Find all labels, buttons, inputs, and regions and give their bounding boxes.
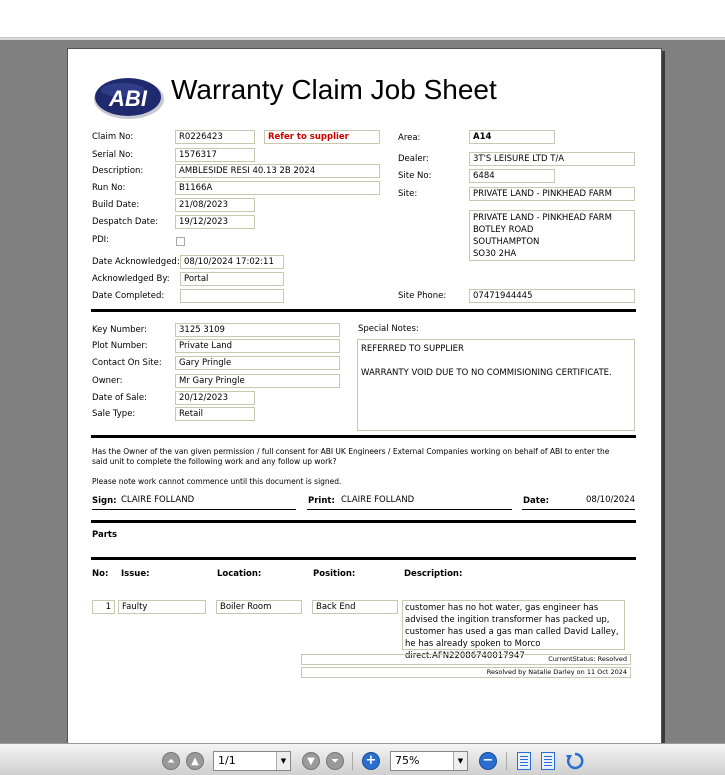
first-page-icon[interactable]: ⏶ [162, 752, 180, 770]
pdi-checkbox [176, 237, 185, 246]
part-no: 1 [92, 600, 115, 614]
zoom-value: 75% [395, 754, 420, 767]
despatch-date-field: 19/12/2023 [175, 215, 255, 229]
owner-label: Owner: [92, 376, 123, 386]
chevron-down-icon: ▼ [276, 752, 290, 770]
build-date-label: Build Date: [92, 200, 140, 210]
col-no: No: [92, 569, 109, 579]
status-note: Refer to supplier [264, 130, 380, 144]
date-underline [522, 509, 635, 510]
dealer-field: 3T'S LEISURE LTD T/A [469, 152, 635, 166]
area-label: Area: [398, 133, 421, 143]
site-address-box [469, 210, 635, 261]
site-phone-field: 07471944445 [469, 289, 635, 303]
consent-text: Has the Owner of the van given permission / full consent for ABI UK Engineers / External Companies working on behalf of ABI to enter the said unit to complete the following work and any follow up work? [92, 447, 610, 466]
section-divider [91, 435, 636, 438]
zoom-in-icon[interactable]: + [362, 752, 380, 770]
sale-type-field: Retail [175, 407, 255, 421]
site-field: PRIVATE LAND - PINKHEAD FARM [469, 187, 635, 201]
special-note-line: WARRANTY VOID DUE TO NO COMMISIONING CERTIFICATE. [361, 368, 612, 378]
key-number-field: 3125 3109 [175, 323, 340, 337]
part-position: Back End [312, 600, 398, 614]
owner-field: Mr Gary Pringle [175, 374, 340, 388]
plot-number-label: Plot Number: [92, 341, 148, 351]
col-location: Location: [217, 569, 262, 579]
section-divider [91, 520, 636, 523]
date-label: Date: [523, 496, 550, 506]
date-of-sale-label: Date of Sale: [92, 393, 147, 403]
document-page [67, 48, 662, 748]
viewer-top-bar [0, 0, 725, 38]
run-no-label: Run No: [92, 183, 126, 193]
key-number-label: Key Number: [92, 325, 147, 335]
address-line: PRIVATE LAND - PINKHEAD FARM [473, 213, 612, 223]
logo-text: ABI [109, 86, 147, 111]
zoom-out-icon[interactable]: − [479, 752, 497, 770]
area-field: A14 [469, 130, 555, 144]
col-issue: Issue: [121, 569, 150, 579]
toolbar-separator [506, 752, 507, 770]
description-label: Description: [92, 166, 144, 176]
fit-width-icon[interactable] [517, 752, 531, 770]
page-number-value: 1/1 [218, 754, 236, 767]
col-description: Description: [404, 569, 463, 579]
col-position: Position: [313, 569, 356, 579]
page-number-select[interactable] [213, 751, 291, 771]
date-completed-label: Date Completed: [92, 291, 165, 301]
special-note-line: REFERRED TO SUPPLIER [361, 344, 464, 354]
site-no-label: Site No: [398, 171, 432, 181]
contact-field: Gary Pringle [175, 356, 340, 370]
chevron-down-icon: ▼ [453, 752, 467, 770]
page-title: Warranty Claim Job Sheet [171, 74, 497, 105]
description-field: AMBLESIDE RESI 40.13 2B 2024 [175, 164, 380, 178]
parts-heading: Parts [92, 530, 118, 540]
current-status: CurrentStatus: Resolved [301, 654, 631, 665]
section-divider [91, 557, 636, 560]
address-line: SO30 2HA [473, 249, 517, 259]
date-acknowledged-label: Date Acknowledged: [92, 257, 180, 267]
run-no-field: B1166A [175, 181, 380, 195]
part-issue: Faulty [118, 600, 206, 614]
print-label: Print: [308, 496, 335, 506]
print-underline [307, 509, 512, 510]
site-label: Site: [398, 189, 418, 199]
sign-underline [92, 509, 296, 510]
toolbar-separator [352, 752, 353, 770]
print-value: CLAIRE FOLLAND [341, 495, 415, 505]
claim-no-field: R0226423 [175, 130, 255, 144]
claim-no-label: Claim No: [92, 132, 134, 142]
sale-type-label: Sale Type: [92, 409, 136, 419]
site-phone-label: Site Phone: [398, 291, 447, 301]
serial-no-field: 1576317 [175, 148, 255, 162]
rotate-icon[interactable] [565, 751, 585, 771]
previous-page-icon[interactable]: ▲ [186, 752, 204, 770]
date-acknowledged-field: 08/10/2024 17:02:11 [180, 255, 284, 269]
site-no-field: 6484 [469, 169, 555, 183]
resolved-by: Resolved by Natalie Darley on 11 Oct 2024 [301, 667, 631, 678]
sign-value: CLAIRE FOLLAND [121, 495, 195, 505]
serial-no-label: Serial No: [92, 150, 134, 160]
next-page-icon[interactable]: ▼ [302, 752, 320, 770]
acknowledged-by-label: Acknowledged By: [92, 274, 170, 284]
sign-label: Sign: [92, 496, 117, 506]
address-line: SOUTHAMPTON [473, 237, 540, 247]
consent-note: Please note work cannot commence until this document is signed. [92, 477, 342, 486]
address-line: BOTLEY ROAD [473, 225, 534, 235]
zoom-select[interactable] [390, 751, 468, 771]
special-notes-label: Special Notes: [358, 324, 419, 334]
section-divider [91, 309, 636, 312]
plot-number-field: Private Land [175, 339, 340, 353]
acknowledged-by-field: Portal [180, 272, 284, 286]
last-page-icon[interactable]: ⏷ [326, 752, 344, 770]
contact-label: Contact On Site: [92, 358, 162, 368]
viewer-toolbar [0, 743, 725, 775]
despatch-date-label: Despatch Date: [92, 217, 159, 227]
build-date-field: 21/08/2023 [175, 198, 255, 212]
pdi-label: PDI: [92, 235, 110, 245]
date-of-sale-field: 20/12/2023 [175, 391, 255, 405]
part-description: customer has no hot water, gas engineer has advised the ingition transformer has packed up, customer has used a gas man called David Lalley, he has already spoken to Morco direct.AFN22086740017947 [402, 600, 625, 650]
date-value: 08/10/2024 [586, 495, 635, 505]
date-completed-field [180, 289, 284, 303]
top-divider [0, 38, 725, 40]
fit-page-icon[interactable] [541, 752, 555, 770]
part-location: Boiler Room [216, 600, 302, 614]
dealer-label: Dealer: [398, 154, 429, 164]
special-notes-box [357, 339, 635, 431]
